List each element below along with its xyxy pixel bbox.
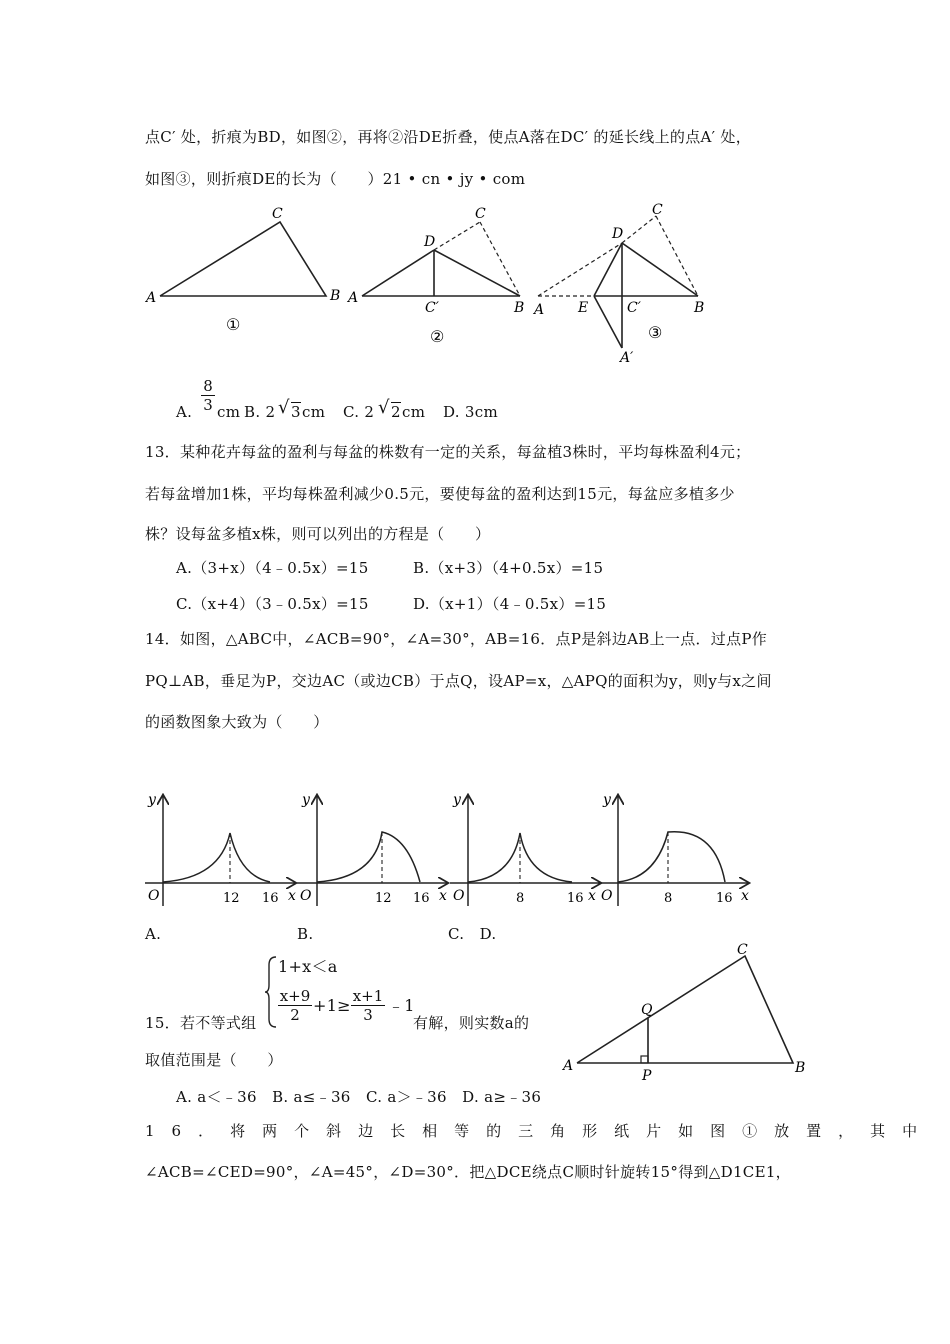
- q14-line2: PQ⊥AB，垂足为P，交边AC（或边CB）于点Q，设AP=x，△APQ的面积为y，则y与x之间: [145, 672, 772, 690]
- q15-prefix: 15．若不等式组: [145, 1014, 257, 1032]
- q13-line3: 株？设每盆多植x株，则可以列出的方程是（ ）: [145, 525, 491, 543]
- q12-option-c-label: C. 2: [343, 403, 375, 421]
- q14-graph-d: [598, 796, 748, 906]
- graph-b-end-tick: 16: [413, 891, 430, 906]
- q13-option-a: A.（3+x）（4﹣0.5x）=15: [176, 559, 369, 577]
- q12-option-a-unit: cm: [217, 403, 241, 421]
- fig3-number: ③: [648, 323, 663, 342]
- graph-c-peak-tick: 8: [516, 891, 525, 906]
- q12-line1: 点C′ 处，折痕为BD，如图②，再将②沿DE折叠，使点A落在DC′ 的延长线上的点A′ 处，: [145, 128, 751, 146]
- q14-graphs: [140, 788, 760, 913]
- fig3-label-c-prime: C′: [627, 300, 641, 316]
- graph-b-peak-tick: 12: [375, 891, 392, 906]
- graph-d-y-label: y: [603, 792, 611, 808]
- q14-graph-a: [145, 796, 295, 906]
- fig3-label-c: C: [652, 202, 663, 218]
- graph-d-peak-tick: 8: [664, 891, 673, 906]
- q12-figure-2: [362, 250, 520, 296]
- graph-a-end-tick: 16: [262, 891, 279, 906]
- fraction-numerator: x+1: [352, 987, 384, 1005]
- q12-option-b-label: B. 2: [244, 403, 276, 421]
- q14-label-b: B.: [297, 925, 314, 943]
- fraction-denominator: 3: [201, 395, 215, 414]
- graph-a-y-label: y: [148, 792, 156, 808]
- q12-option-a-label: A.: [176, 403, 193, 421]
- fraction-denominator: 2: [278, 1005, 312, 1024]
- q13-option-b: B.（x+3）（4+0.5x）=15: [413, 559, 604, 577]
- fraction-denominator: 3: [351, 1005, 385, 1024]
- graph-d-x-label: x: [741, 888, 749, 904]
- q15-fig-label-b: B: [795, 1060, 806, 1076]
- q14-graph-b: [297, 796, 447, 906]
- q15-fig-label-q: Q: [641, 1002, 653, 1018]
- fraction-numerator: 8: [203, 377, 213, 395]
- q15-fraction-2: [351, 987, 385, 1024]
- q12-option-d: D. 3cm: [443, 403, 498, 421]
- sqrt-icon: √: [278, 397, 290, 418]
- fig2-label-d: D: [424, 234, 436, 250]
- q12-option-b-unit: cm: [302, 403, 326, 421]
- fig2-label-c-prime: C′: [425, 300, 439, 316]
- fig1-number: ①: [226, 315, 241, 334]
- graph-c-x-label: x: [588, 888, 596, 904]
- q14-label-a: A.: [145, 925, 162, 943]
- q15-fig-label-p: P: [642, 1068, 652, 1084]
- graph-a-peak-tick: 12: [223, 891, 240, 906]
- fig2-label-c: C: [475, 206, 486, 222]
- graph-c-origin: O: [453, 888, 465, 904]
- q13-option-d: D.（x+1）（4﹣0.5x）=15: [413, 595, 607, 613]
- graph-d-end-tick: 16: [716, 891, 733, 906]
- q12-option-a-fraction: [201, 377, 215, 414]
- fig2-number: ②: [430, 327, 445, 346]
- graph-d-origin: O: [601, 888, 613, 904]
- q15-mid: +1≥: [313, 996, 351, 1015]
- fig2-label-a: A: [348, 290, 359, 306]
- q15-triangle-figure: [555, 940, 815, 1085]
- brace-icon: [264, 955, 278, 1029]
- q13-option-c: C.（x+4）（3﹣0.5x）=15: [176, 595, 369, 613]
- graph-a-x-label: x: [288, 888, 296, 904]
- fig3-label-a: A: [534, 302, 545, 318]
- q14-line3: 的函数图象大致为（ ）: [145, 713, 329, 731]
- q15-tail: ﹣1: [388, 996, 415, 1015]
- q15-line2: 取值范围是（ ）: [145, 1051, 283, 1069]
- q15-suffix: 有解，则实数a的: [413, 1014, 530, 1032]
- fig2-label-b: B: [514, 300, 525, 316]
- fraction-numerator: x+9: [279, 987, 311, 1005]
- q14-line1: 14．如图，△ABC中，∠ACB=90°，∠A=30°，AB=16．点P是斜边AB上一点．过点P作: [145, 630, 768, 648]
- q13-line1: 13．某种花卉每盆的盈利与每盆的株数有一定的关系，每盆植3株时，平均每株盈利4元；: [145, 443, 751, 461]
- q15-fraction-1: [278, 987, 312, 1024]
- q15-options: A. a＜﹣36 B. a≤﹣36 C. a＞﹣36 D. a≥﹣36: [176, 1088, 542, 1106]
- graph-b-origin: O: [300, 888, 312, 904]
- fig1-label-b: B: [330, 288, 341, 304]
- fig3-label-b: B: [694, 300, 705, 316]
- graph-a-origin: O: [148, 888, 160, 904]
- q13-line2: 若每盆增加1株，平均每株盈利减少0.5元，要使每盆的盈利达到15元，每盆应多植多少: [145, 485, 735, 503]
- q12-figure-3: [594, 243, 698, 348]
- fig1-label-c: C: [272, 206, 283, 222]
- q12-figures: [140, 200, 720, 370]
- q15-fig-label-a: A: [563, 1058, 574, 1074]
- q16-line2: ∠ACB=∠CED=90°，∠A=45°，∠D=30°．把△DCE绕点C顺时针旋转15°得到△D1CE1，: [145, 1163, 791, 1181]
- q12-option-c-radicand: 2: [391, 403, 401, 421]
- graph-c-end-tick: 16: [567, 891, 584, 906]
- fig1-label-a: A: [146, 290, 157, 306]
- q15-inequality-1: 1+x＜a: [278, 957, 338, 976]
- fig3-label-a-prime: A′: [620, 350, 634, 366]
- q14-graph-c: [450, 796, 600, 906]
- graph-b-x-label: x: [439, 888, 447, 904]
- fig3-label-e: E: [578, 300, 589, 316]
- q12-figure-1: [160, 222, 326, 296]
- q14-label-cd: C. D.: [448, 925, 497, 943]
- q15-fig-label-c: C: [737, 942, 748, 958]
- graph-c-y-label: y: [453, 792, 461, 808]
- fig3-label-d: D: [612, 226, 624, 242]
- q12-option-c-unit: cm: [402, 403, 426, 421]
- q12-option-b-radicand: 3: [291, 403, 301, 421]
- sqrt-icon: √: [378, 397, 390, 418]
- q16-line1: 16．将两个斜边长相等的三角形纸片如图①放置，其中: [145, 1122, 935, 1140]
- graph-b-y-label: y: [302, 792, 310, 808]
- q12-line2: 如图③，则折痕DE的长为（ ）21 • cn • jy • com: [145, 170, 526, 188]
